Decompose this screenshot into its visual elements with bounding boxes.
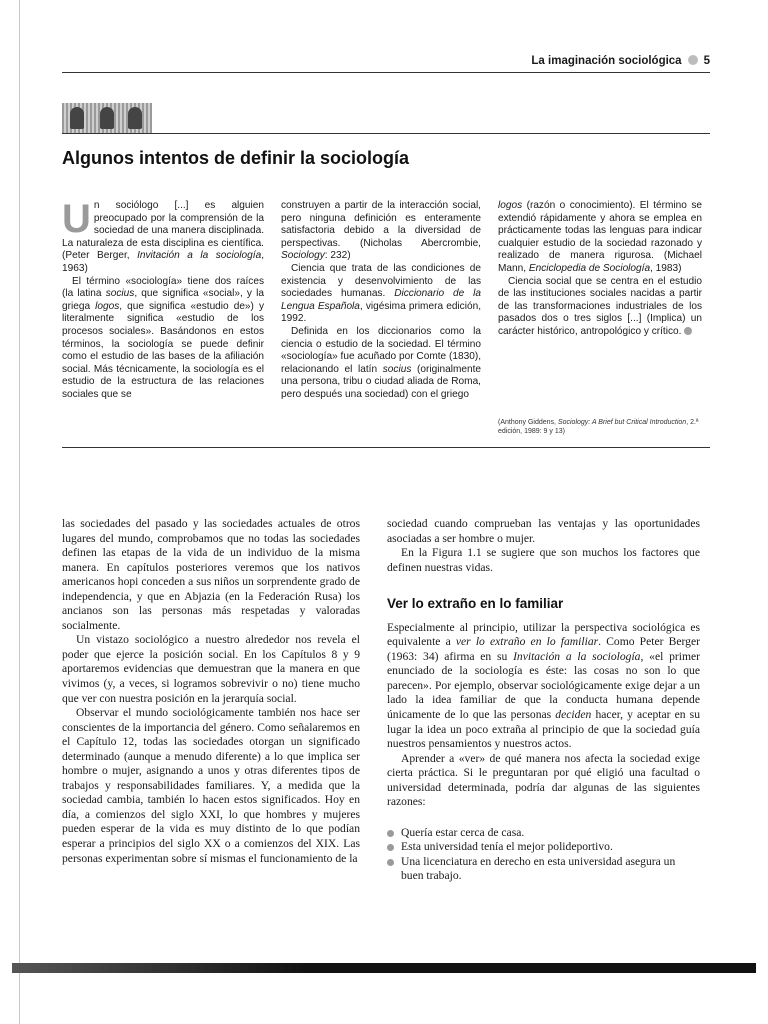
list-item: Esta universidad tenía el mejor polideportivo. xyxy=(387,840,700,855)
box-column-2 xyxy=(281,200,481,402)
box-top-rule xyxy=(62,133,710,134)
body-paragraph: En la Figura 1.1 se sugiere que son muchos los factores que definen nuestras vidas. xyxy=(387,546,700,574)
drop-cap: U xyxy=(62,197,91,241)
circle-bullet-icon xyxy=(387,844,394,851)
body-paragraph: Un vistazo sociológico a nuestro alrededor nos revela el poder que ejerce la posición social. En los Capítulos 8 y 9 aportaremos evidencias que demuestran que la manera en que vivimos (y, a veces, si logramos sobrevivir o no) tiene mucho que ver con nuestra posición en la jerarquía social. xyxy=(62,633,360,705)
figure-silhouette-icon xyxy=(128,107,142,129)
running-title: La imaginación sociológica xyxy=(531,55,682,68)
body-column-left xyxy=(62,517,360,866)
body-paragraph: sociedad cuando comprueban las ventajas y las oportunidades asociadas a ser hombre o mujer. xyxy=(387,517,700,545)
box-column-3 xyxy=(498,200,702,339)
body-paragraph: Especialmente al principio, utilizar la perspectiva sociológica es equivalente a ver lo extraño en lo familiar. Como Peter Berger (1963: 34) afirma en su Invitación a la sociología, «el primer enunciado de la sociología es éste: las cosas no son lo que parecen». Por ejemplo, observar sociológicamente exige dejar a un lado la idea familiar de que la conducta humana depende únicamente de lo que las personas deciden hacer, y aceptar en su lugar la idea un poco extraña al principio de que la sociedad guía nuestros pensamientos y nuestros actos. xyxy=(387,620,700,751)
page-number: 5 xyxy=(703,55,710,68)
header-rule xyxy=(62,72,710,73)
section-heading: Ver lo extraño en lo familiar xyxy=(387,596,564,612)
body-paragraph: Aprender a «ver» de qué manera nos afecta la sociedad exige cierta práctica. Si le preguntaran por qué eligió una facultad o universidad determinada, podría dar algunas de las siguientes razones: xyxy=(387,751,700,809)
box-citation: (Anthony Giddens, Sociology: A Brief but Critical Introduction, 2.ª edición, 1989: 9 y 13) xyxy=(498,419,699,435)
reasons-list xyxy=(387,826,700,884)
box-column-1 xyxy=(62,197,265,402)
box-paragraph: El término «sociología» tiene dos raíces (la latina socius, que significa «social», y la griega logos, que significa «estudio de») y literalmente significa «estudio de los procesos sociales». Basándonos en estos términos, la sociología se puede definir como el estudio de las bases de la afiliación social. Más técnicamente, la sociología es el estudio de la estructura de las relaciones sociales que se xyxy=(62,275,264,400)
list-item: Quería estar cerca de casa. xyxy=(387,826,700,841)
running-header xyxy=(470,55,710,67)
box-paragraph: construyen a partir de la interacción social, pero ninguna definición es enteramente satisfactoria debido a la diversidad de perspectivas. (Nicholas Abercrombie, Sociology: 232) xyxy=(281,200,481,262)
figure-silhouette-icon xyxy=(100,107,114,129)
photo-strip-icon xyxy=(62,103,152,133)
circle-bullet-icon xyxy=(387,859,394,866)
box-bottom-rule xyxy=(62,447,710,448)
footer-bar xyxy=(12,963,756,973)
body-paragraph: las sociedades del pasado y las sociedades actuales de otros lugares del mundo, comprobamos que no todas las sociedades definen las etapas de la vida de un individuo de la misma manera. En capítulos posteriores veremos que los nativos americanos hopi conceden a sus niños un sorprendente grado de independencia, y que en Abjazia (en la Federación Rusa) los ancianos son las personas más respetadas y valoradas socialmente. xyxy=(62,517,360,632)
circle-bullet-icon xyxy=(684,327,692,335)
list-item: Una licenciatura en derecho en esta universidad asegura un buen trabajo. xyxy=(387,855,700,884)
body-column-right xyxy=(387,517,700,884)
figure-silhouette-icon xyxy=(70,107,84,129)
circle-bullet-icon xyxy=(387,830,394,837)
box-title: Algunos intentos de definir la sociología xyxy=(62,148,410,168)
box-paragraph: logos (razón o conocimiento). El término se extendió rápidamente y ahora se emplea en prácticamente todas las lenguas para indicar cualquier estudio de la sociedad razonado y realizado de manera rigurosa. (Michael Mann, Enciclopedia de Sociología, 1983) xyxy=(498,200,702,274)
circle-bullet-icon xyxy=(688,55,698,65)
page-edge-rule xyxy=(19,0,20,1024)
box-paragraph: Un sociólogo [...] es alguien preocupado por la comprensión de la sociedad de una manera disciplinada. La naturaleza de esta disciplina es científica. (Peter Berger, Invitación a la sociología, 1963) xyxy=(62,197,265,274)
box-paragraph: Ciencia que trata de las condiciones de existencia y desenvolvimiento de las sociedades humanas. Diccionario de la Lengua Española, vigésima primera edición, 1992. xyxy=(281,262,481,325)
body-paragraph: Observar el mundo sociológicamente también nos hace ser conscientes de la importancia del género. Como señalaremos en el Capítulo 12, todas las sociedades otorgan un significado determinado (aunque a menudo diferente) a lo que implica ser hombre o mujer, asignando a unos y otras diferentes tipos de trabajos y responsabilidades familiares. Y, a medida que la sociedad cambia, también lo hacen estos significados. Hoy en día, a comienzos del siglo XXI, lo que hombres y mujeres pueden esperar de la vida es muy distinto de lo que podían esperar a principios del siglo XX o a comienzos del XIX. Las personas experimentan sobre sí mismas el funcionamiento de la xyxy=(62,706,360,865)
box-paragraph: Ciencia social que se centra en el estudio de las instituciones sociales nacidas a partir de las transformaciones industriales de los pasados dos o tres siglos [...] (Implica) un carácter histórico, antropológico y crítico. xyxy=(498,275,702,337)
box-paragraph: Definida en los diccionarios como la ciencia o estudio de la sociedad. El término «sociología» fue acuñado por Comte (1830), relacionando el latín socius (originalmente una persona, tribu o ciudad aliada de Roma, pero después una sociedad) con el griego xyxy=(281,325,482,400)
